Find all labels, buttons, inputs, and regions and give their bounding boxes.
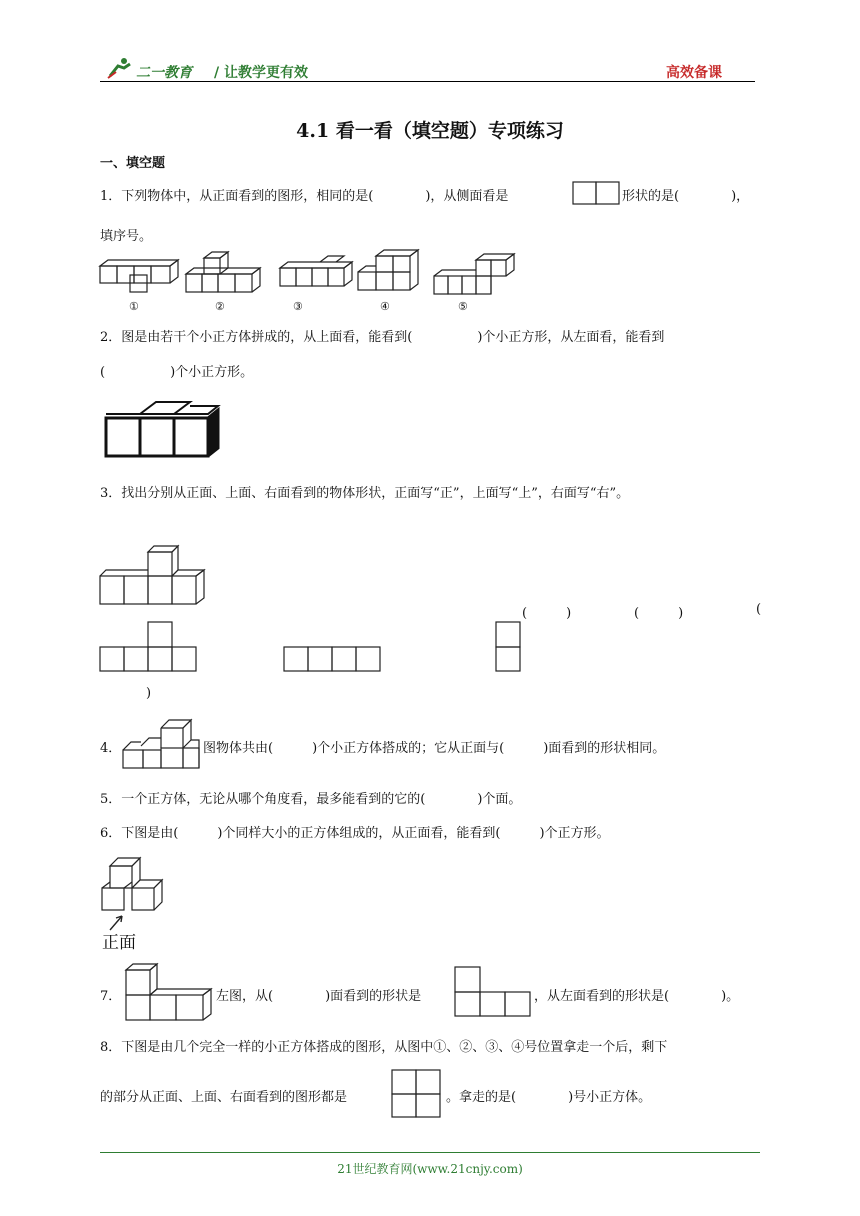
q1-label-4: ④	[380, 300, 390, 313]
q1-side-shape	[572, 181, 620, 205]
q1-figure-1	[100, 258, 180, 296]
q3-blank-3-close: )	[146, 686, 152, 701]
q7-shape	[454, 966, 532, 1018]
q8-shape	[391, 1069, 443, 1119]
q3-blank-2: ( )	[634, 606, 684, 621]
q1-figure-5	[434, 254, 516, 296]
q8-text-c: 。拿走的是( )号小正方体。	[446, 1090, 652, 1105]
q4-text-b: 图物体共由( )个小正方体搭成的；它从正面与( )面看到的形状相同。	[203, 741, 666, 756]
q7-figure	[123, 962, 215, 1022]
q1-text-b: 形状的是( )，	[622, 189, 750, 204]
page-title: 4.1 看一看（填空题）专项练习	[296, 120, 564, 142]
q1-text-c: 填序号。	[100, 229, 153, 244]
q6-front-label: 正面	[102, 933, 136, 953]
q4-text-a: 4．	[100, 741, 122, 756]
q4-figure	[121, 718, 205, 772]
q7-text-a: 7．	[100, 989, 122, 1004]
q1-figure-2	[184, 252, 264, 294]
header-divider	[100, 81, 755, 82]
q1-figure-3	[280, 256, 360, 296]
brand-logo-icon	[104, 56, 134, 80]
q7-text-b: 左图，从( )面看到的形状是	[216, 989, 422, 1004]
q3-text: 3．找出分别从正面、上面、右面看到的物体形状，正面写“正”，上面写“上”，右面写“右”。	[100, 486, 630, 501]
q1-label-2: ②	[215, 300, 225, 313]
q7-text-c: ，从左面看到的形状是( )。	[534, 989, 740, 1004]
q5-text: 5．一个正方体，无论从哪个角度看，最多能看到的它的( )个面。	[100, 792, 522, 807]
q3-shape-b	[283, 646, 383, 672]
q2-text-b: ( )个小正方形。	[100, 365, 254, 380]
q3-blank-3-open: (	[756, 602, 762, 617]
q8-text-b: 的部分从正面、上面、右面看到的图形都是	[100, 1090, 348, 1105]
footer-divider	[100, 1152, 760, 1153]
q3-3d-figure	[98, 544, 208, 606]
header-slogan: / 让教学更有效	[214, 65, 308, 81]
q2-figure	[104, 398, 222, 460]
q6-text: 6．下图是由( )个同样大小的正方体组成的，从正面看，能看到( )个正方形。	[100, 826, 610, 841]
brand-name: 二一教育	[136, 65, 192, 81]
q1-label-5: ⑤	[458, 300, 468, 313]
q8-text-a: 8．下图是由几个完全一样的小正方体搭成的图形，从图中①、②、③、④号位置拿走一个后，剩下	[100, 1040, 668, 1055]
q2-text-a: 2．图是由若干个小正方体拼成的，从上面看，能看到( )个小正方形，从左面看，能看到	[100, 330, 665, 345]
q1-label-3: ③	[293, 300, 303, 313]
q1-label-1: ①	[129, 300, 139, 313]
footer-text: 21世纪教育网(www.21cnjy.com)	[337, 1162, 523, 1176]
q1-figure-4	[358, 248, 428, 296]
q3-shape-a	[99, 621, 199, 673]
q3-blank-1: ( )	[522, 606, 572, 621]
section-heading: 一、填空题	[100, 156, 166, 171]
q3-shape-c	[495, 621, 523, 673]
header-tag: 高效备课	[666, 65, 722, 81]
q1-text-a: 1．下列物体中，从正面看到的图形，相同的是( )，从侧面看是	[100, 189, 509, 204]
